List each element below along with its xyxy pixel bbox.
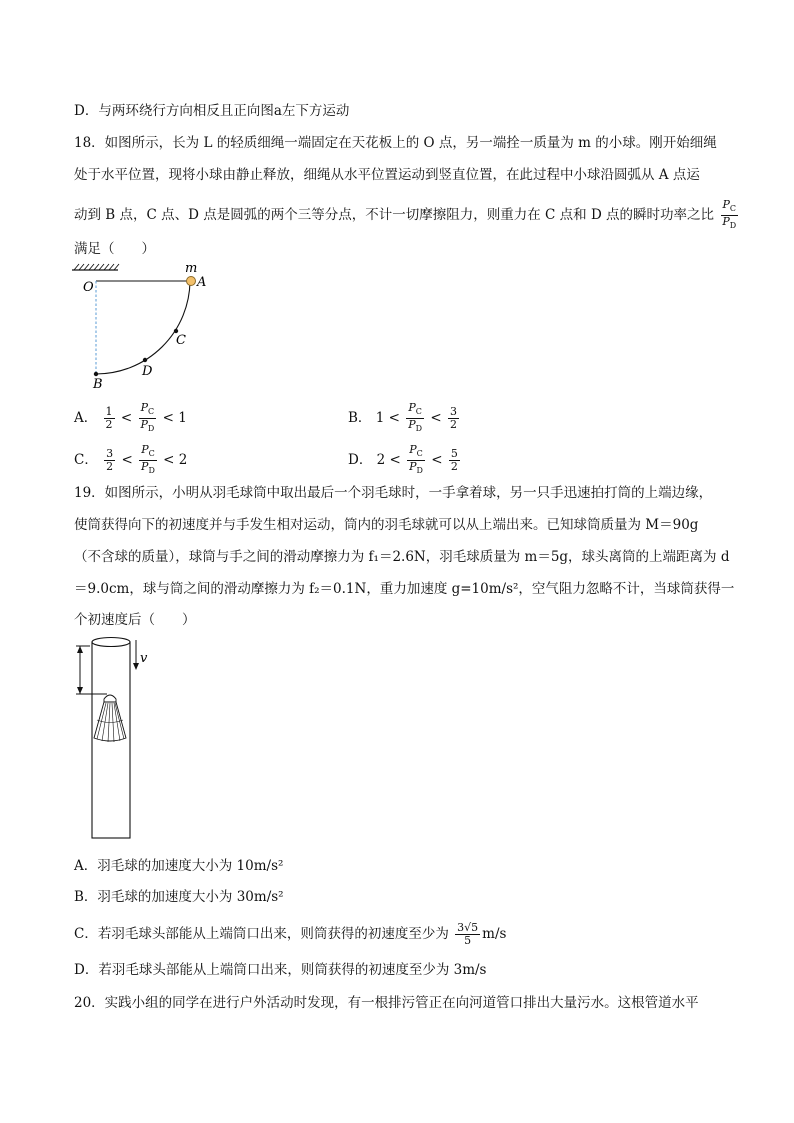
label-b: B xyxy=(93,377,103,392)
tube-top-rim xyxy=(92,638,130,647)
q18-option-b[interactable]: B． 1 < $\frac{P_C}{P_D}$ < $\frac{3}{2}$ xyxy=(348,401,457,434)
label-d: D xyxy=(142,364,153,379)
point-b xyxy=(94,372,98,376)
q19-text-line-3: （不含球的质量），球筒与手之间的滑动摩擦力为 f₁＝2.6N，羽毛球质量为 m＝5g，球头离筒的上端距离为 d xyxy=(74,549,730,565)
distance-arrow-down xyxy=(77,687,83,694)
q19-option-c-fraction: $\frac{3√5}{5}$ xyxy=(457,921,479,947)
prev-question-option-d: D．与两环绕行方向相反且正向图a左下方运动 xyxy=(74,103,350,119)
label-m: m xyxy=(185,261,198,276)
label-a: A xyxy=(197,275,207,290)
q18-option-d[interactable]: D． 2 < $\frac{P_C}{P_D}$ < $\frac{5}{2}$ xyxy=(348,443,458,476)
ceiling-hatch xyxy=(74,264,119,270)
q18-option-a[interactable]: A． $\frac{1}{2}$ < $\frac{P_C}{P_D}$ < 1 xyxy=(74,401,187,434)
q18-option-c[interactable]: C． $\frac{3}{2}$ < $\frac{P_C}{P_D}$ < 2 xyxy=(74,443,188,476)
q18-pendulum-figure xyxy=(66,260,216,395)
ball xyxy=(187,277,196,286)
q18-text-line-1: 18．如图所示，长为 L 的轻质细绳一端固定在天花板上的 O 点，另一端拴一质量为 m 的小球。刚开始细绳 xyxy=(74,135,717,151)
distance-arrow-up xyxy=(77,646,83,653)
q19-text-line-5: 个初速度后（ ） xyxy=(74,612,196,628)
q18-text-line-2: 处于水平位置，现将小球由静止释放，细绳从水平位置运动到竖直位置，在此过程中小球沿圆弧从 A 点运 xyxy=(74,167,700,183)
q19-option-d[interactable]: D．若羽毛球头部能从上端筒口出来，则筒获得的初速度至少为 3m/s xyxy=(74,962,487,978)
q19-text-line-4: ＝9.0cm，球与筒之间的滑动摩擦力为 f₂＝0.1N，重力加速度 g=10m/s²，空气阻力忽略不计，当球筒获得一 xyxy=(74,581,735,597)
point-d xyxy=(143,358,147,362)
q19-text-line-2: 使筒获得向下的初速度并与手发生相对运动，筒内的羽毛球就可以从上端出来。已知球筒质量为 M＝90g xyxy=(74,517,699,533)
label-c: C xyxy=(176,333,186,348)
q19-option-b[interactable]: B．羽毛球的加速度大小为 30m/s² xyxy=(74,889,284,905)
q18-line-3-text: 动到 B 点，C 点、D 点是圆弧的两个三等分点，不计一切摩擦阻力，则重力在 C 点和 D 点的瞬时功率之比 xyxy=(74,207,715,224)
q19-option-c[interactable]: C．若羽毛球头部能从上端筒口出来，则筒获得的初速度至少为 $\frac{3√5}{5}$ m/s xyxy=(74,921,507,947)
velocity-arrow-head xyxy=(133,663,139,670)
q19-tube-figure xyxy=(66,636,156,846)
q19-text-line-1: 19．如图所示，小明从羽毛球筒中取出最后一个羽毛球时，一手拿着球，另一只手迅速拍打筒的上端边缘， xyxy=(74,485,713,501)
q18-text-line-3 xyxy=(74,199,740,232)
q18-ratio-fraction: $\frac{P_C}{P_D}$ xyxy=(722,198,737,231)
q20-text-line-1: 20．实践小组的同学在进行户外活动时发现，有一根排污管正在向河道管口排出大量污水。这根管道水平 xyxy=(74,995,699,1011)
q19-option-a[interactable]: A．羽毛球的加速度大小为 10m/s² xyxy=(74,858,284,874)
q18-text-line-4: 满足（ ） xyxy=(74,241,155,257)
label-o: O xyxy=(83,280,94,295)
label-v: v xyxy=(140,651,148,666)
